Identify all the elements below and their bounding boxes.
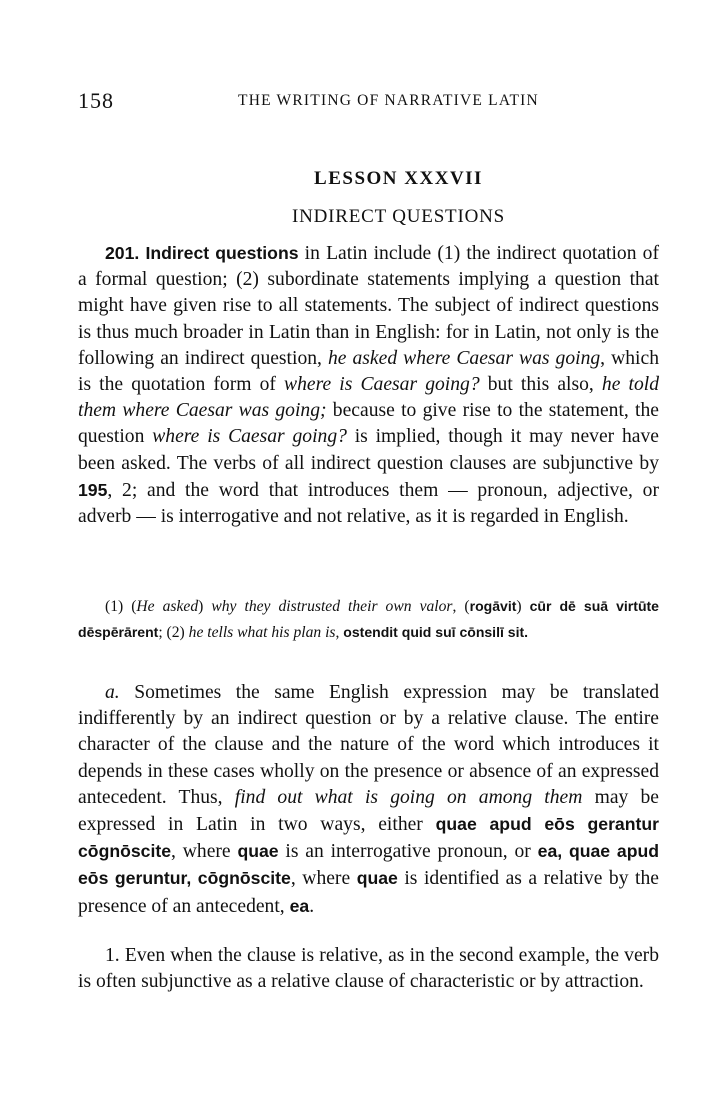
example-text: ) bbox=[516, 598, 530, 615]
section-number: 201. bbox=[105, 243, 140, 263]
body-text: because to give rise to the statement, the question bbox=[78, 400, 659, 448]
body-text: . bbox=[309, 895, 315, 917]
english-example: where is Caesar going? bbox=[284, 374, 480, 396]
examples-block bbox=[78, 594, 659, 645]
example-text: , bbox=[335, 623, 344, 641]
latin-example: quae bbox=[356, 868, 398, 889]
latin-example: quae bbox=[237, 841, 279, 862]
body-text: is an interrogative pronoun, or bbox=[278, 841, 538, 863]
latin-example: rogāvit bbox=[469, 598, 517, 614]
example-text: (1) ( bbox=[105, 598, 137, 615]
body-text: Sometimes the same English expression may be translated indifferently by an indirect question or by a relative clause. The entire character of the clause and the nature of the word which introduces it depends in these cases wholly on the presence or absence of an expressed antecedent. Thus, bbox=[78, 682, 659, 808]
english-example: he tells what his plan is bbox=[188, 623, 336, 641]
running-head bbox=[78, 88, 659, 118]
body-text: is identified as a relative by the presence of an antecedent, bbox=[78, 868, 659, 917]
lesson-subject: INDIRECT QUESTIONS bbox=[291, 206, 506, 227]
section-1-paragraph: 1. Even when the clause is relative, as in the second example, the verb is often subjunctive as a relative clause of characteristic or by attraction. bbox=[78, 945, 659, 993]
lesson-title: LESSON XXXVII bbox=[314, 168, 483, 189]
english-example: where is Caesar going? bbox=[152, 426, 347, 448]
latin-example: ea bbox=[289, 895, 310, 916]
english-example: find out what is going on among them bbox=[234, 786, 583, 808]
example-text: ) bbox=[198, 598, 212, 615]
english-example: he asked where Caesar was going bbox=[327, 347, 601, 369]
running-title: THE WRITING OF NARRATIVE LATIN bbox=[238, 92, 539, 109]
latin-example: ostendit quid suī cōnsilī sit. bbox=[343, 623, 529, 640]
section-lead-term: Indirect questions bbox=[145, 243, 299, 263]
example-text: ; (2) bbox=[158, 623, 189, 641]
page-number: 158 bbox=[78, 88, 114, 113]
latin-example: quae apud eōs gerantur cōgnōscite bbox=[78, 814, 659, 862]
body-text: but this also, bbox=[479, 374, 602, 396]
latin-example: ea, quae apud eōs geruntur, cōgnōscite bbox=[78, 841, 659, 889]
body-text: in Latin include (1) the indirect quotation of a formal question; (2) subordinate statements implying a question that might have given rise to all statements. The subject of indirect questions is thus much broader in Latin than in English: for in Latin, not only is the following an indirect question, bbox=[78, 243, 659, 369]
body-text: , where bbox=[171, 841, 238, 863]
section-201-paragraph bbox=[78, 240, 659, 530]
body-text: , 2; and the word that introduces them — pronoun, adjective, or adverb — is interrogative and not relative, as it is regarded in English. bbox=[78, 479, 659, 528]
english-example: He asked bbox=[136, 598, 199, 615]
english-example: he told them where Caesar was going; bbox=[78, 374, 660, 422]
body-text: may be expressed in Latin in two ways, either bbox=[78, 786, 659, 836]
section-a-paragraph bbox=[78, 680, 659, 920]
body-text: , which is the quotation form of bbox=[78, 347, 659, 396]
english-example: why they distrusted their own valor bbox=[211, 598, 453, 615]
latin-example: cūr dē suā virtūte dēspērārent bbox=[78, 598, 659, 640]
subsection-label: a. bbox=[105, 682, 120, 703]
body-text: , where bbox=[290, 868, 357, 890]
body-text: is implied, though it may never have been asked. The verbs of all indirect question clauses are subjunctive by bbox=[78, 426, 659, 474]
section-reference: 195 bbox=[78, 479, 108, 500]
example-text: , ( bbox=[452, 598, 470, 615]
